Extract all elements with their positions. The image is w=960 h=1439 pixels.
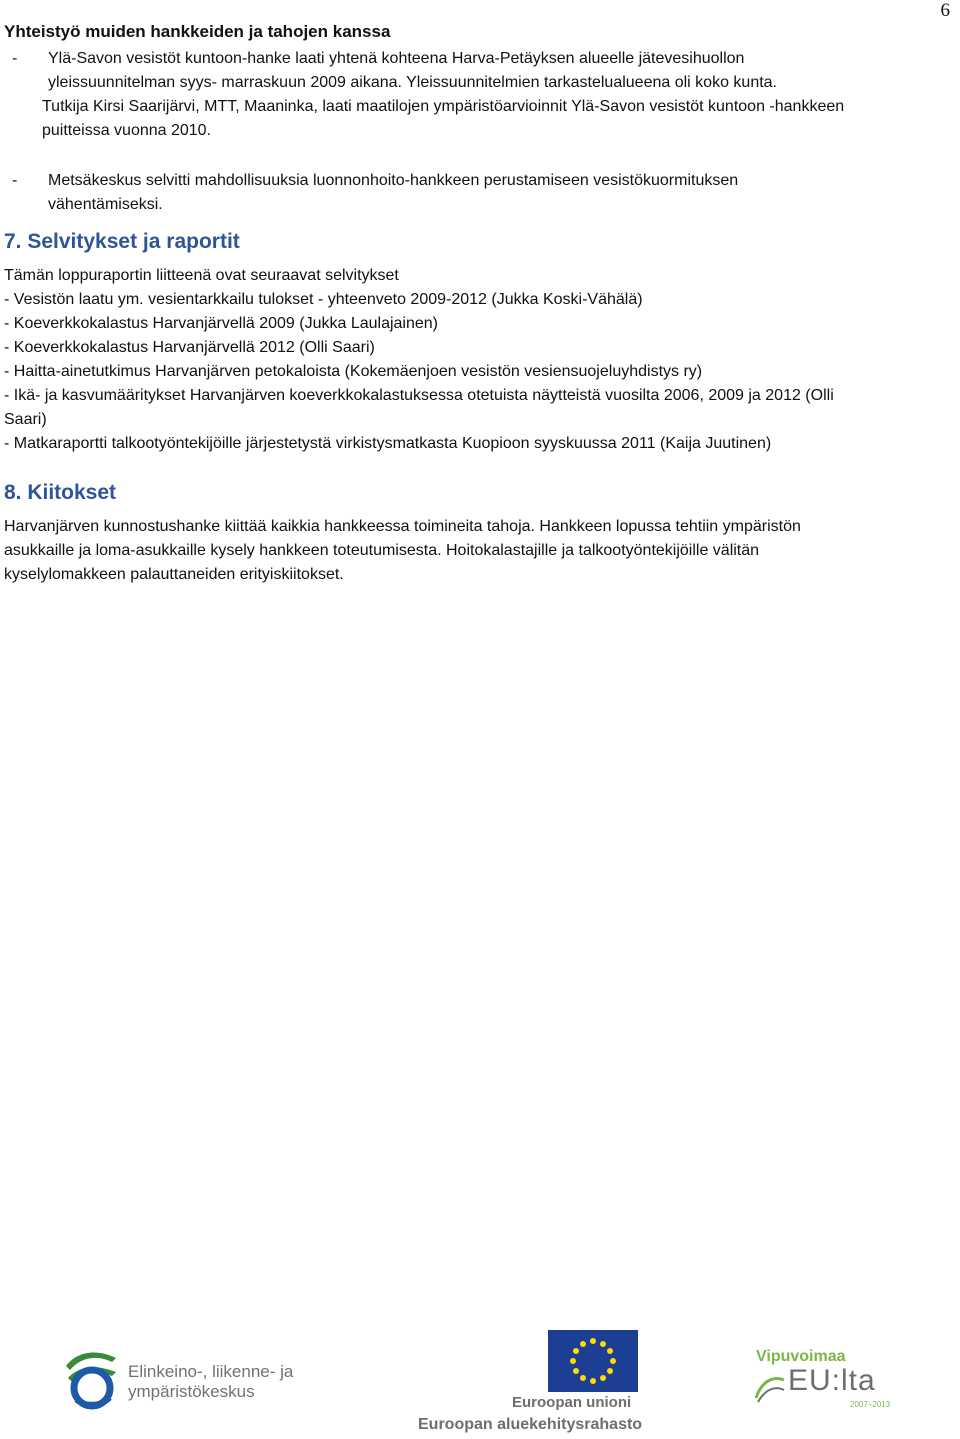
list-item: - Koeverkkokalastus Harvanjärvellä 2009 (Jukka Laulajainen) <box>4 315 439 332</box>
list-item: - Haitta-ainetutkimus Harvanjärven petokaloista (Kokemäenjoen vesistön vesiensuojeluyhdistys ry) <box>4 363 703 380</box>
text-line: Tämän loppuraportin liitteenä ovat seuraavat selvitykset <box>4 267 399 284</box>
vipuvoimaa-label: Vipuvoimaa <box>756 1348 846 1365</box>
section-8-text <box>4 515 954 587</box>
eu-logo <box>418 1330 643 1436</box>
cooperation-item-2 <box>48 169 948 217</box>
text-line: Metsäkeskus selvitti mahdollisuuksia luonnonhoito-hankkeen perustamiseen vesistökuormituksen <box>48 172 739 189</box>
ely-logo <box>62 1344 302 1410</box>
section-7-heading: 7. Selvitykset ja raportit <box>4 230 240 253</box>
text-line: vähentämiseksi. <box>48 196 163 213</box>
list-item: - Ikä- ja kasvumääritykset Harvanjärven koeverkkokalastuksessa otetuista näytteistä vuosilta 2006, 2009 ja 2012 (Olli <box>4 387 834 404</box>
list-dash: - <box>12 50 18 67</box>
ely-line-2: ympäristökeskus <box>128 1382 255 1401</box>
text-line: kyselylomakkeen palauttaneiden erityiskiitokset. <box>4 566 344 583</box>
page-number: 6 <box>940 0 950 21</box>
eu-union-label: Euroopan unioni <box>512 1394 632 1411</box>
eu-lta-label: EU:lta <box>788 1364 876 1397</box>
vipuvoimaa-years: 2007–2013 <box>850 1400 891 1409</box>
list-item: - Koeverkkokalastus Harvanjärvellä 2012 (Olli Saari) <box>4 339 375 356</box>
cooperation-heading: Yhteistyö muiden hankkeiden ja tahojen kanssa <box>4 22 391 41</box>
ely-line-1: Elinkeino-, liikenne- ja <box>128 1362 294 1381</box>
section-8-heading: 8. Kiitokset <box>4 481 117 504</box>
text-line: Harvanjärven kunnostushanke kiittää kaikkia hankkeessa toimineita tahoja. Hankkeen lopussa tehtiin ympäristön <box>4 518 801 535</box>
eu-flag-icon <box>548 1330 638 1392</box>
ely-name <box>128 1362 293 1402</box>
list-item-continuation: Saari) <box>4 411 47 428</box>
vipuvoimaa-swirl-icon <box>752 1370 786 1404</box>
text-line: yleissuunnitelman syys- marraskuun 2009 aikana. Yleissuunnitelmien tarkastelualueena oli koko kunta. <box>48 74 777 91</box>
list-item: - Vesistön laatu ym. vesientarkkailu tulokset - yhteenveto 2009-2012 (Jukka Koski-Vähälä) <box>4 291 643 308</box>
text-line: puitteissa vuonna 2010. <box>42 122 212 139</box>
text-line: asukkaille ja loma-asukkaille kysely hankkeen toteutumisesta. Hoitokalastajille ja talkootyöntekijöille välitän <box>4 542 760 559</box>
cooperation-item-1 <box>42 47 958 143</box>
ely-emblem-icon <box>62 1344 122 1410</box>
list-item: - Matkaraportti talkootyöntekijöille järjestetystä virkistysmatkasta Kuopioon syyskuussa 2011 (Kaija Juutinen) <box>4 435 772 452</box>
section-7-list <box>4 264 954 456</box>
text-line: Ylä-Savon vesistöt kuntoon-hanke laati yhtenä kohteena Harva-Petäyksen alueelle jätevesihuollon <box>48 50 745 67</box>
text-line: Tutkija Kirsi Saarijärvi, MTT, Maaninka, laati maatilojen ympäristöarvioinnit Ylä-Savon vesistöt kuntoon -hankkeen <box>42 98 845 115</box>
list-dash: - <box>12 172 18 189</box>
vipuvoimaa-logo <box>752 1348 892 1410</box>
eu-fund-label: Euroopan aluekehitysrahasto <box>418 1416 643 1433</box>
